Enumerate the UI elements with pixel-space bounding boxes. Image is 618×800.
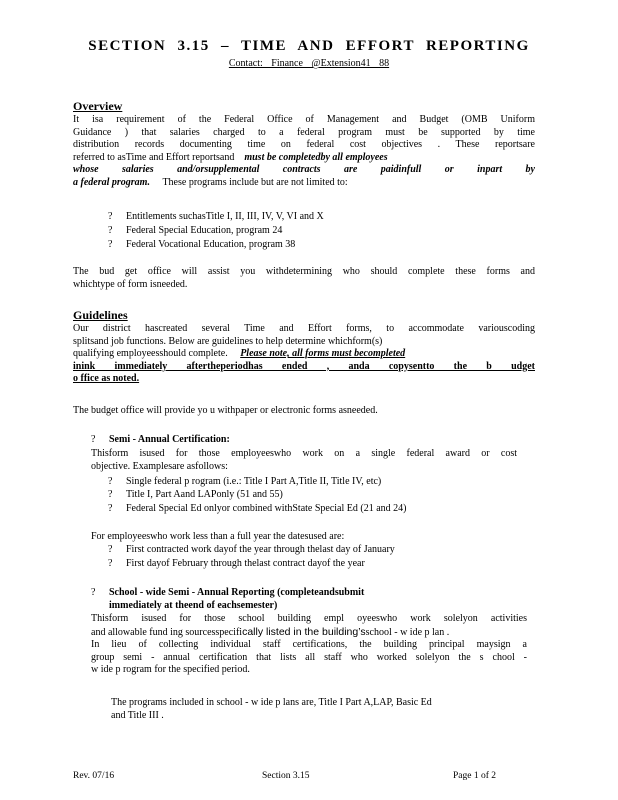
text-line: In lieu of collecting individual staff certifications, the building principal maysign a	[91, 639, 527, 650]
bullet-marker: ?	[91, 434, 96, 445]
text-line: whichtype of form isneeded.	[73, 278, 188, 290]
bullet-marker: ?	[108, 489, 113, 500]
text-line	[73, 348, 535, 361]
list-item-text: Federal Special Ed onlyor combined withState Special Ed (21 and 24)	[126, 503, 407, 514]
text-line	[73, 177, 535, 190]
text-segment: qualifying employeesshould complete.	[73, 348, 228, 359]
assist-paragraph	[73, 266, 535, 291]
bullet-marker: ?	[108, 476, 113, 487]
guidelines-heading: Guidelines	[73, 308, 128, 322]
text-segment: These programs include but are not limited to:	[162, 176, 348, 188]
footer-page-number: Page 1 of 2	[453, 771, 497, 781]
emphasis-line: inink immediately aftertheperiodhas ended , anda copysentto the b udget	[73, 360, 535, 372]
bullet-marker: ?	[108, 503, 113, 514]
list-item	[108, 211, 324, 223]
list-item	[108, 489, 283, 501]
page-title: SECTION 3.15 – TIME AND EFFORT REPORTING	[88, 38, 530, 54]
footer-revision: Rev. 07/16	[73, 771, 115, 781]
list-item-text: First dayof February through thelast contract dayof the year	[126, 558, 365, 569]
list-item	[108, 503, 406, 515]
contact-line: Contact: Finance @Extension41 88	[228, 58, 390, 69]
list-item	[108, 544, 395, 556]
schoolwide-paragraph	[91, 613, 527, 677]
list-item-text: Federal Vocational Education, program 38	[126, 239, 296, 250]
list-item-text: Federal Special Education, program 24	[126, 225, 283, 236]
bullet-marker: ?	[108, 544, 113, 555]
bullet-marker: ?	[108, 558, 113, 569]
list-item-text: Single federal p rogram (i.e.: Title I Part A,Title II, Title IV, etc)	[126, 476, 382, 487]
emphasis-text: Please note, all forms must becompleted	[240, 348, 406, 359]
text-line: It isa requirement of the Federal Office of Management and Budget (OMB Uniform	[73, 114, 535, 125]
text-line: group semi - annual certification that lists all staff who worked solelyon the s chool -	[91, 651, 527, 663]
text-line: and Title III .	[111, 709, 164, 721]
emphasis-line: whose salaries and/orsupplemental contracts are paidinfull or inpart by	[73, 164, 535, 175]
text-line: Thisform isused for those school building empl oyeeswho work solelyon activities	[91, 613, 527, 624]
overview-heading: Overview	[73, 99, 123, 113]
list-item	[108, 225, 282, 237]
text-line: Our district hascreated several Time and Effort forms, to accommodate variouscoding	[73, 323, 535, 334]
text-line: Guidance ) that salaries charged to a federal program must be supported by time	[73, 126, 535, 138]
emphasis-text: must be completedby all employees	[244, 151, 388, 163]
text-line: w ide p rogram for the specified period.	[91, 664, 250, 675]
schoolwide-label	[91, 587, 364, 599]
text-segment: and allowable fund ing sourcesspecifi	[91, 626, 243, 638]
programs-paragraph	[111, 697, 521, 722]
overview-paragraph	[73, 114, 535, 189]
semi-annual-label	[91, 434, 230, 446]
footer-section: Section 3.15	[262, 771, 310, 781]
list-item-text: Title I, Part Aand LAPonly (51 and 55)	[126, 489, 283, 500]
guidelines-paragraph	[73, 323, 535, 386]
text-segment: referred to asTime and Effort reportsand	[73, 151, 235, 163]
text-line: distribution records documenting time on federal cost objectives . These reportsare	[73, 139, 535, 150]
schoolwide-title-cont: immediately at theend of eachsemester)	[109, 600, 278, 611]
provide-paragraph: The budget office will provide yo u withpaper or electronic forms asneeded.	[73, 405, 378, 416]
bullet-marker: ?	[108, 225, 113, 236]
text-line	[91, 626, 527, 640]
bullet-marker: ?	[108, 211, 113, 222]
list-item	[108, 239, 295, 251]
text-line: splitsand job functions. Below are guidelines to help determine whichform(s)	[73, 335, 383, 347]
bullet-marker: ?	[108, 239, 113, 250]
text-line: objective. Examplesare asfollows:	[91, 460, 228, 472]
text-line: The programs included in school - w ide p lans are, Title I Part A,LAP, Basic Ed	[111, 697, 432, 708]
schoolwide-title: School - wide Semi - Annual Reporting (completeandsubmit	[109, 587, 365, 598]
text-line: The bud get office will assist you withdetermining who should complete these forms and	[73, 266, 535, 277]
semi-annual-paragraph	[91, 448, 517, 473]
dates-intro: For employeeswho work less than a full year the datesused are:	[91, 531, 345, 542]
emphasis-line: o ffice as noted.	[73, 373, 140, 384]
list-item-text: First contracted work dayof the year through thelast day of January	[126, 544, 395, 555]
list-item	[108, 476, 381, 488]
list-item	[108, 558, 365, 570]
semi-annual-title: Semi - Annual Certification:	[109, 434, 230, 445]
bullet-marker: ?	[91, 587, 96, 598]
text-line	[73, 152, 535, 165]
text-line: Thisform isused for those employeeswho work on a single federal award or cost	[91, 448, 517, 459]
emphasis-text: a federal program.	[73, 176, 150, 188]
text-segment: school - w ide p lan .	[365, 626, 450, 638]
list-item-text: Entitlements suchasTitle I, II, III, IV, V, VI and X	[126, 211, 324, 222]
text-segment: cally listed in the building’s	[242, 625, 366, 638]
